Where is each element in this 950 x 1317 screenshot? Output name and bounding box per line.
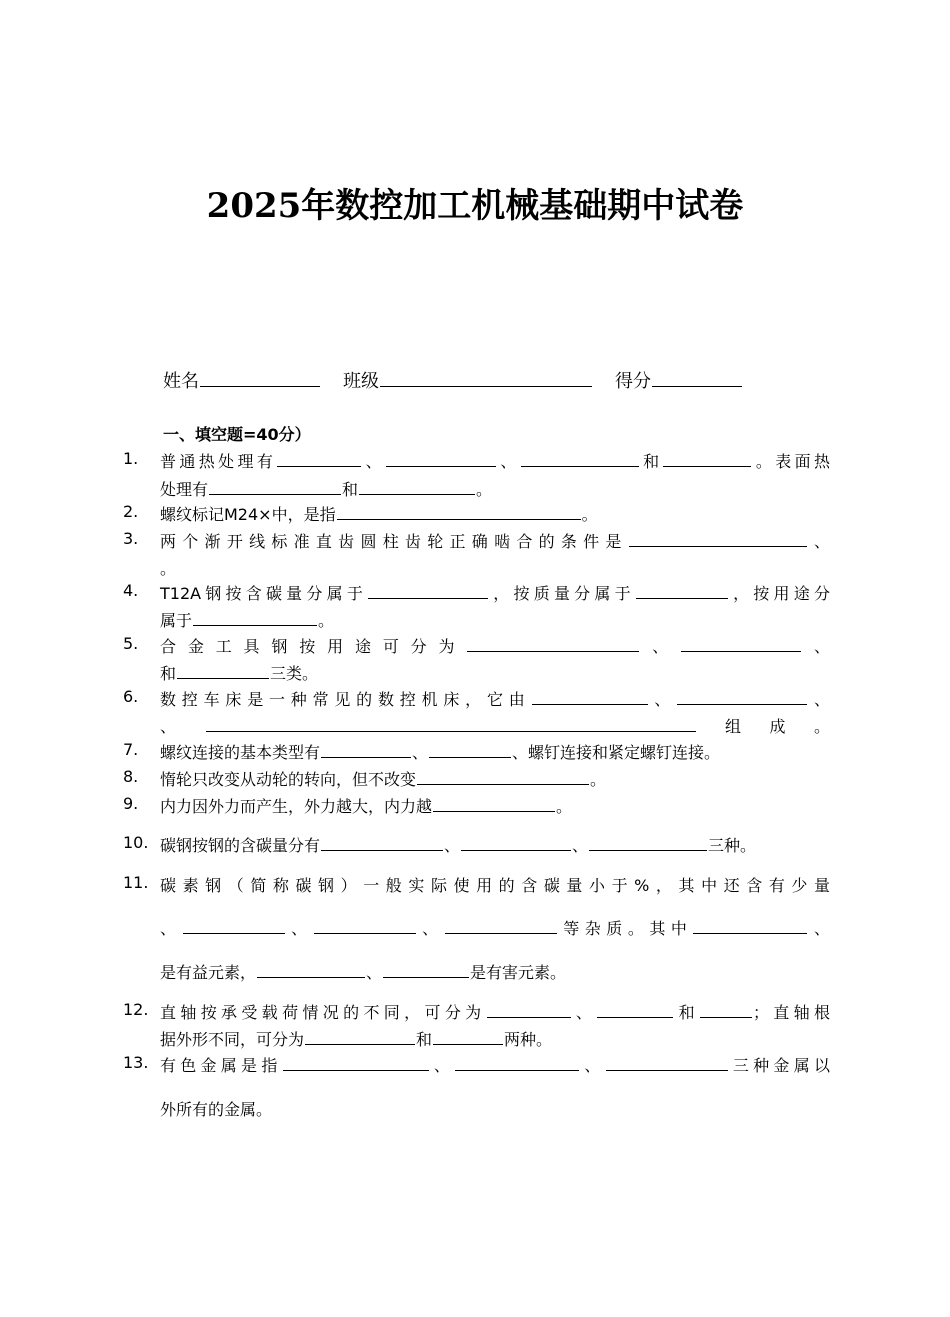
question-text: 。 (581, 505, 598, 524)
question-text: 碳素钢（简称碳钢）一般实际使用的含碳量小于%，其中还含有少量 (160, 876, 830, 895)
question-line (160, 477, 830, 500)
name-label: 姓名 (163, 371, 199, 392)
answer-blank[interactable] (257, 960, 365, 978)
student-info-row (163, 367, 743, 393)
question-text: T12A钢按含碳量分属于 (160, 584, 368, 603)
question-text: 和 (342, 480, 359, 499)
answer-blank[interactable] (314, 916, 416, 934)
question-line (160, 714, 830, 737)
question-line (160, 1053, 830, 1076)
page-title: 2025年数控加工机械基础期中试卷 (206, 186, 744, 226)
question-text: 组成。 (696, 717, 830, 736)
question-text: 、 (572, 836, 589, 855)
question-line (160, 556, 830, 579)
question-text: 是有益元素， (160, 963, 257, 982)
question-text: 属于 (160, 611, 193, 630)
answer-blank[interactable] (321, 833, 443, 851)
question-text: 和 (639, 452, 663, 471)
question-text: 、 (444, 836, 461, 855)
answer-blank[interactable] (429, 740, 511, 758)
question-line (160, 502, 830, 525)
question-text: 直轴按承受载荷情况的不同，可分为 (160, 1003, 486, 1022)
question-text: 、 (808, 690, 830, 709)
answer-blank[interactable] (433, 1027, 503, 1045)
question-text: ，按质量分属于 (489, 584, 635, 603)
answer-blank[interactable] (445, 916, 557, 934)
answer-blank[interactable] (337, 502, 581, 520)
question-line (160, 740, 830, 763)
answer-blank[interactable] (359, 477, 475, 495)
question-text: 和 (674, 1003, 699, 1022)
question-line (160, 687, 830, 710)
answer-blank[interactable] (433, 794, 555, 812)
question-line (160, 873, 830, 896)
question-text: 、 (802, 637, 830, 656)
question-text: 据外形不同，可分为 (160, 1030, 305, 1049)
answer-blank[interactable] (597, 1000, 673, 1018)
answer-blank[interactable] (368, 581, 488, 599)
question-text: 、 (571, 1003, 597, 1022)
question-text: 外所有的金属。 (160, 1100, 273, 1119)
question-text: 。 (160, 559, 177, 578)
question-number: 11. (123, 873, 149, 892)
class-label: 班级 (343, 371, 379, 392)
question-text: 处理有 (160, 480, 209, 499)
question-text: 、 (412, 743, 429, 762)
question-line (160, 916, 830, 939)
answer-blank[interactable] (386, 449, 496, 467)
question-line (160, 794, 830, 817)
question-line (160, 767, 830, 790)
question-number: 8. (123, 767, 139, 786)
answer-blank[interactable] (487, 1000, 571, 1018)
question-text: 、 (429, 1056, 455, 1075)
answer-blank[interactable] (677, 687, 807, 705)
answer-blank[interactable] (305, 1027, 415, 1045)
question-text: 、 (580, 1056, 605, 1075)
question-text: 有色金属是指 (160, 1056, 282, 1075)
score-blank[interactable] (652, 369, 742, 387)
question-text: ，按用途分 (728, 584, 830, 603)
question-text: 和 (416, 1030, 433, 1049)
question-text: 是有害元素。 (470, 963, 567, 982)
answer-blank[interactable] (283, 1053, 429, 1071)
answer-blank[interactable] (383, 960, 469, 978)
question-line (160, 661, 830, 684)
question-text: ；直轴根 (752, 1003, 830, 1022)
question-number: 7. (123, 740, 139, 759)
question-text: 。 (318, 611, 335, 630)
question-line (160, 634, 830, 657)
score-label: 得分 (615, 371, 651, 392)
answer-blank[interactable] (206, 714, 696, 732)
answer-blank[interactable] (636, 581, 728, 599)
question-line (160, 529, 830, 552)
question-text: 两个渐开线标准直齿圆柱齿轮正确啮合的条件是 (160, 532, 628, 551)
answer-blank[interactable] (700, 1000, 752, 1018)
answer-blank[interactable] (606, 1053, 728, 1071)
question-text: 三种金属以 (728, 1056, 830, 1075)
question-number: 4. (123, 581, 139, 600)
question-text: 螺纹标记M24×中，是指 (160, 505, 336, 524)
question-text: 、 (648, 690, 677, 709)
question-number: 12. (123, 1000, 149, 1019)
question-line (160, 608, 830, 631)
question-line (160, 1097, 830, 1120)
question-text: 、螺钉连接和紧定螺钉连接。 (512, 743, 721, 762)
question-number: 2. (123, 502, 139, 521)
question-text: 数控车床是一种常见的数控机床，它由 (160, 690, 531, 709)
question-text: 、 (366, 963, 383, 982)
question-text: 、 (496, 452, 520, 471)
question-text: 惰轮只改变从动轮的转向，但不改变 (160, 770, 417, 789)
answer-blank[interactable] (693, 916, 807, 934)
answer-blank[interactable] (209, 477, 341, 495)
question-line (160, 960, 830, 983)
answer-blank[interactable] (467, 634, 639, 652)
question-text: 。 (556, 797, 573, 816)
question-text: 、 (640, 637, 681, 656)
question-text: 、 (808, 919, 830, 938)
question-number: 6. (123, 687, 139, 706)
answer-blank[interactable] (629, 529, 807, 547)
answer-blank[interactable] (589, 833, 707, 851)
answer-blank[interactable] (177, 661, 269, 679)
answer-blank[interactable] (532, 687, 648, 705)
answer-blank[interactable] (277, 449, 361, 467)
question-text: 等杂质。其中 (557, 919, 693, 938)
question-number: 10. (123, 833, 149, 852)
class-blank[interactable] (380, 369, 592, 387)
question-text: 、 (807, 532, 830, 551)
question-text: 合金工具钢按用途可分为 (160, 637, 467, 656)
answer-blank[interactable] (417, 767, 589, 785)
answer-blank[interactable] (663, 449, 751, 467)
question-text: 和 (160, 664, 177, 683)
section-heading: 一、填空题=40分） (163, 425, 311, 444)
question-number: 9. (123, 794, 139, 813)
question-text: 三种。 (708, 836, 757, 855)
question-number: 5. (123, 634, 139, 653)
answer-blank[interactable] (521, 449, 639, 467)
question-text: 、 (160, 919, 182, 938)
question-text: 、 (416, 919, 444, 938)
question-number: 1. (123, 449, 139, 468)
question-text: 、 (160, 717, 205, 736)
question-text: 两种。 (504, 1030, 553, 1049)
question-text: 、 (362, 452, 385, 471)
question-number: 13. (123, 1053, 149, 1072)
question-line (160, 833, 830, 856)
question-text: 。 (476, 480, 493, 499)
question-text: 。表面热 (752, 452, 830, 471)
question-text: 、 (285, 919, 313, 938)
answer-blank[interactable] (461, 833, 571, 851)
question-text: 三类。 (270, 664, 319, 683)
answer-blank[interactable] (681, 634, 801, 652)
answer-blank[interactable] (321, 740, 411, 758)
question-line (160, 1027, 830, 1050)
answer-blank[interactable] (183, 916, 285, 934)
question-line (160, 449, 830, 472)
question-number: 3. (123, 529, 139, 548)
question-text: 碳钢按钢的含碳量分有 (160, 836, 321, 855)
question-text: 内力因外力而产生，外力越大，内力越 (160, 797, 433, 816)
answer-blank[interactable] (193, 608, 317, 626)
name-blank[interactable] (200, 369, 320, 387)
question-text: 。 (590, 770, 607, 789)
question-text: 螺纹连接的基本类型有 (160, 743, 321, 762)
question-text: 普通热处理有 (160, 452, 277, 471)
answer-blank[interactable] (455, 1053, 579, 1071)
question-line (160, 1000, 830, 1023)
question-line (160, 581, 830, 604)
